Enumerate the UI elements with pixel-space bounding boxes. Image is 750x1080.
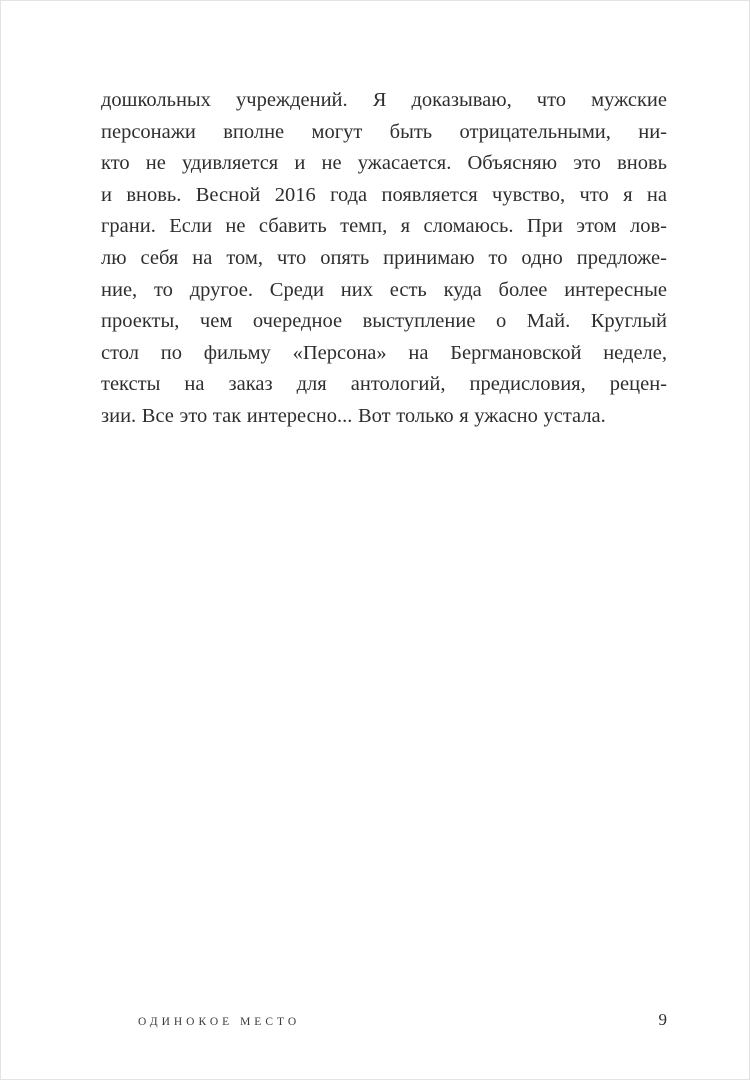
text-line: ние, то другое. Среди них есть куда более интересные [101, 278, 667, 301]
text-line: дошкольных учреждений. Я доказываю, что мужские [101, 89, 667, 111]
text-line: стол по фильму «Персона» на Бергмановской неделе, [101, 341, 667, 364]
text-line: персонажи вполне могут быть отрицательными, ни- [101, 120, 667, 143]
text-line: и вновь. Весной 2016 года появляется чувство, что я на [101, 183, 667, 206]
body-text [101, 85, 667, 433]
page-footer [1, 1010, 749, 1040]
text-line: зии. Все это так интересно... Вот только я ужасно устала. [101, 404, 606, 427]
text-line: тексты на заказ для антологий, предисловия, рецен- [101, 373, 667, 396]
text-line: лю себя на том, что опять принимаю то одно предложе- [101, 246, 667, 269]
running-title: ОДИНОКОЕ МЕСТО [138, 1016, 301, 1028]
page-number: 9 [658, 1010, 667, 1029]
text-line: проекты, чем очередное выступление о Май. Круглый [101, 310, 667, 333]
text-line: грани. Если не сбавить темп, я сломаюсь. При этом лов- [101, 215, 667, 238]
text-line: кто не удивляется и не ужасается. Объясняю это вновь [101, 152, 667, 175]
